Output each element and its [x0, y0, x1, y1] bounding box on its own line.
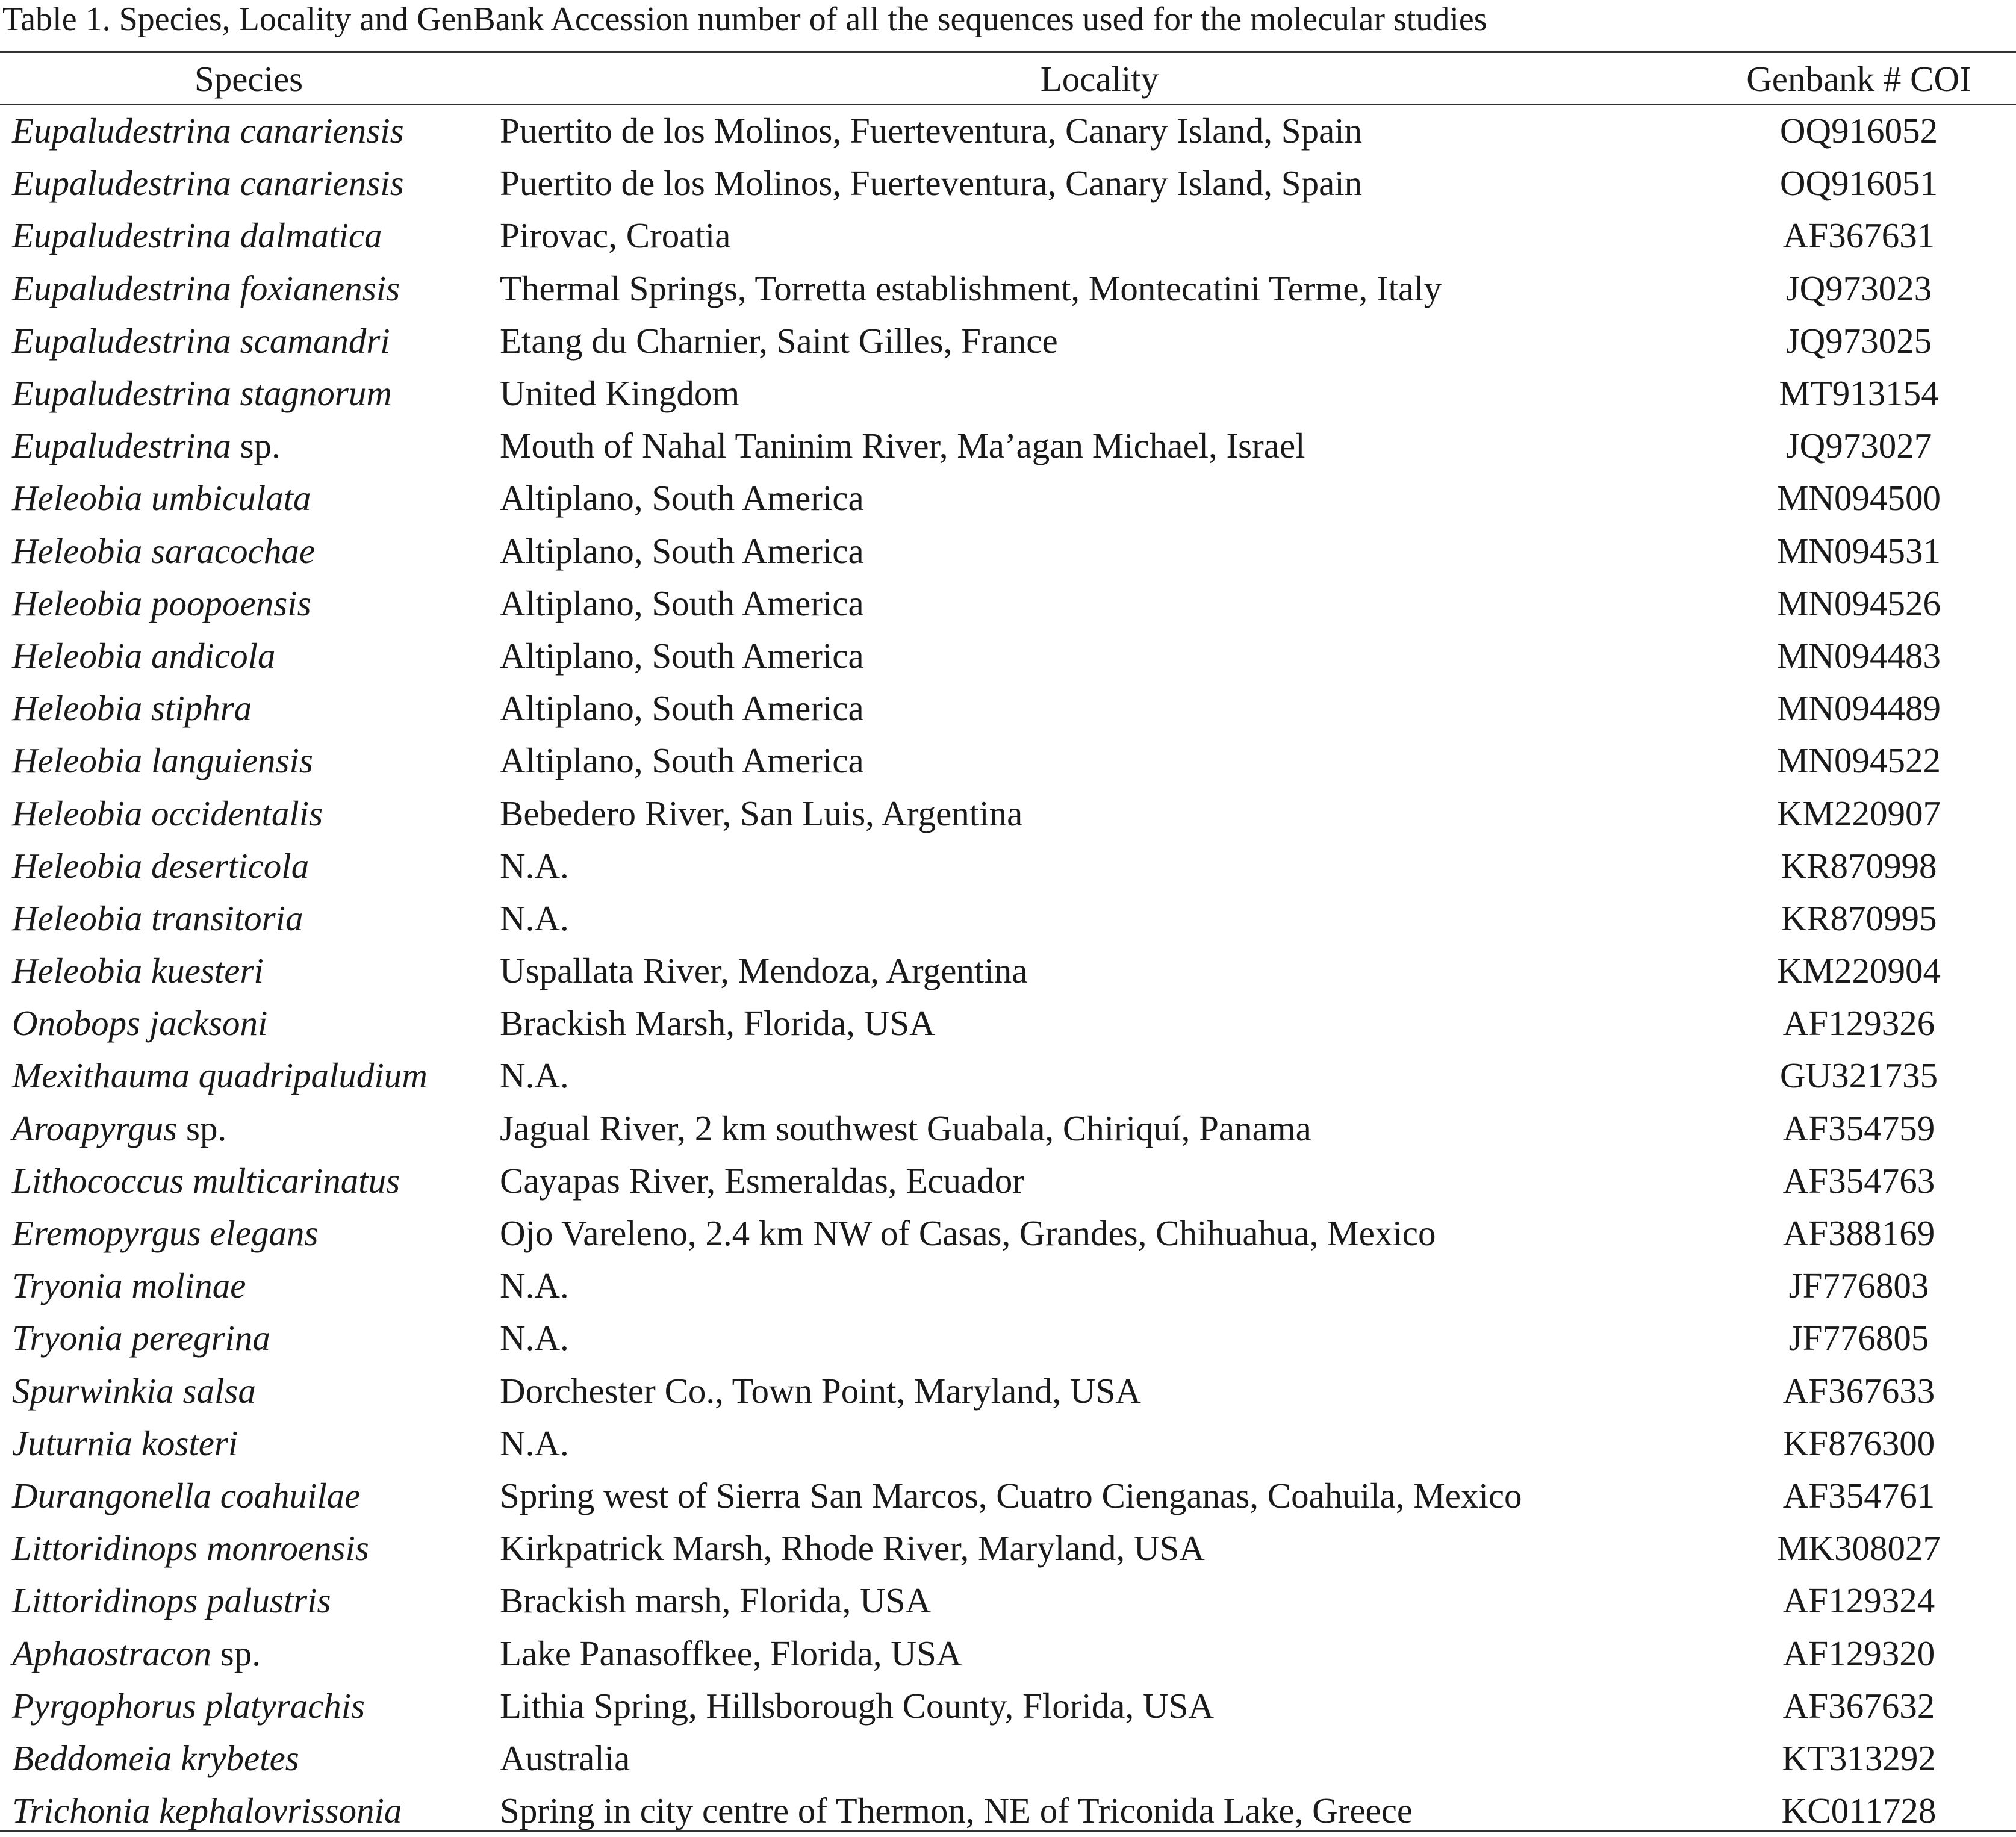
- locality-cell: Etang du Charnier, Saint Gilles, France: [500, 320, 1058, 361]
- species-genus: Heleobia: [12, 845, 143, 886]
- locality-cell: Uspallata River, Mendoza, Argentina: [500, 951, 1028, 991]
- table-body: [0, 105, 2016, 1837]
- locality-cell: Altiplano, South America: [500, 478, 864, 518]
- species-epithet: stiphra: [151, 688, 252, 729]
- species-epithet: andicola: [151, 635, 276, 676]
- locality-cell: Altiplano, South America: [500, 688, 864, 729]
- species-cell: [0, 787, 497, 839]
- genbank-cell: AF367633: [1782, 1370, 1935, 1411]
- species-genus: Heleobia: [12, 583, 143, 623]
- table-row: [0, 210, 2016, 262]
- species-epithet: scamandri: [240, 320, 390, 361]
- table-row: [0, 1155, 2016, 1207]
- locality-cell: Altiplano, South America: [500, 530, 864, 571]
- genbank-cell: MN094522: [1776, 741, 1941, 781]
- species-epithet: stagnorum: [240, 373, 392, 414]
- species-cell: [0, 1312, 497, 1364]
- genbank-cell: KM220904: [1776, 951, 1941, 991]
- table-row: [0, 945, 2016, 997]
- genbank-cell: JQ973027: [1785, 426, 1932, 466]
- species-epithet: kosteri: [141, 1423, 238, 1463]
- genbank-cell: AF129326: [1782, 1003, 1935, 1043]
- table-row: [0, 1312, 2016, 1364]
- table-row: [0, 315, 2016, 367]
- locality-cell: N.A.: [500, 1055, 569, 1096]
- species-cell: [0, 1732, 497, 1785]
- locality-cell: Brackish marsh, Florida, USA: [500, 1581, 932, 1621]
- species-cell: [0, 315, 497, 367]
- species-genus: Lithococcus: [12, 1160, 184, 1201]
- species-cell: [0, 263, 497, 315]
- genbank-cell: MN094483: [1776, 635, 1941, 676]
- species-cell: [0, 682, 497, 735]
- species-cell: [0, 472, 497, 524]
- species-genus: Eremopyrgus: [12, 1213, 201, 1254]
- genbank-cell: AF354763: [1782, 1160, 1935, 1201]
- table-row: [0, 263, 2016, 315]
- species-genus: Eupaludestrina: [12, 373, 231, 414]
- genbank-cell: AF367632: [1782, 1685, 1935, 1726]
- genbank-cell: AF354761: [1782, 1475, 1935, 1515]
- column-header-species: Species: [194, 58, 303, 99]
- locality-cell: Thermal Springs, Torretta establishment, Montecatini Terme, Italy: [500, 268, 1442, 308]
- species-epithet: kuesteri: [151, 951, 264, 991]
- species-genus: Heleobia: [12, 951, 143, 991]
- species-cell: [0, 630, 497, 682]
- species-epithet: quadripaludium: [198, 1055, 428, 1096]
- species-cell: [0, 367, 497, 420]
- species-cell: [0, 945, 497, 997]
- locality-cell: Spring in city centre of Thermon, NE of Triconida Lake, Greece: [500, 1791, 1413, 1831]
- species-epithet: kephalovrissonia: [159, 1791, 402, 1831]
- locality-cell: N.A.: [500, 845, 569, 886]
- locality-cell: N.A.: [500, 1423, 569, 1463]
- species-genus: Eupaludestrina: [12, 426, 231, 466]
- table-row: [0, 420, 2016, 472]
- species-cell: [0, 420, 497, 472]
- species-cell: [0, 1470, 497, 1522]
- table-row: [0, 997, 2016, 1049]
- species-cell: [0, 892, 497, 945]
- species-genus: Heleobia: [12, 530, 143, 571]
- locality-cell: Mouth of Nahal Taninim River, Ma’agan Michael, Israel: [500, 426, 1305, 466]
- species-cell: [0, 1049, 497, 1102]
- species-epithet: salsa: [182, 1370, 256, 1411]
- species-cell: [0, 1365, 497, 1417]
- species-cell: [0, 577, 497, 630]
- table-row: [0, 1365, 2016, 1417]
- table-row: [0, 1470, 2016, 1522]
- locality-cell: N.A.: [500, 898, 569, 938]
- table-row: [0, 1574, 2016, 1627]
- locality-cell: Altiplano, South America: [500, 635, 864, 676]
- table-row: [0, 840, 2016, 892]
- species-cell: [0, 1417, 497, 1470]
- table-row: [0, 630, 2016, 682]
- locality-cell: Cayapas River, Esmeraldas, Ecuador: [500, 1160, 1024, 1201]
- genbank-cell: KF876300: [1782, 1423, 1935, 1463]
- genbank-cell: MN094526: [1776, 583, 1941, 623]
- species-cell: [0, 210, 497, 262]
- genbank-cell: AF129324: [1782, 1581, 1935, 1621]
- species-epithet: palustris: [206, 1581, 331, 1621]
- locality-cell: Dorchester Co., Town Point, Maryland, USA: [500, 1370, 1141, 1411]
- locality-cell: Pirovac, Croatia: [500, 216, 731, 256]
- genbank-cell: AF129320: [1782, 1633, 1935, 1673]
- species-cell: [0, 1155, 497, 1207]
- locality-cell: Ojo Vareleno, 2.4 km NW of Casas, Grandes, Chihuahua, Mexico: [500, 1213, 1436, 1254]
- table-row: [0, 1785, 2016, 1837]
- species-epithet: monroensis: [206, 1528, 369, 1568]
- species-cell: [0, 1260, 497, 1312]
- table-row: [0, 525, 2016, 577]
- genbank-cell: MT913154: [1779, 373, 1939, 414]
- species-epithet: poopoensis: [151, 583, 311, 623]
- genbank-cell: MK308027: [1776, 1528, 1941, 1568]
- locality-cell: Australia: [500, 1738, 630, 1778]
- table-row: [0, 1207, 2016, 1260]
- table-row: [0, 682, 2016, 735]
- species-genus: Eupaludestrina: [12, 216, 231, 256]
- species-epithet: platyrachis: [205, 1685, 366, 1726]
- table-caption: Table 1. Species, Locality and GenBank Accession number of all the sequences used for the molecular studies: [2, 1, 1487, 38]
- column-header-genbank: Genbank # COI: [1746, 58, 1971, 99]
- species-suffix: sp.: [240, 426, 281, 466]
- table-row: [0, 1627, 2016, 1679]
- species-cell: [0, 1627, 497, 1679]
- locality-cell: Lake Panasoffkee, Florida, USA: [500, 1633, 962, 1673]
- species-cell: [0, 1785, 497, 1837]
- table-row: [0, 472, 2016, 524]
- species-epithet: dalmatica: [240, 216, 382, 256]
- species-genus: Heleobia: [12, 478, 143, 518]
- species-genus: Aphaostracon: [12, 1633, 212, 1673]
- locality-cell: Altiplano, South America: [500, 741, 864, 781]
- species-table: [0, 53, 2016, 1837]
- species-cell: [0, 525, 497, 577]
- locality-cell: N.A.: [500, 1266, 569, 1306]
- genbank-cell: MN094531: [1776, 530, 1941, 571]
- locality-cell: Altiplano, South America: [500, 583, 864, 623]
- locality-cell: United Kingdom: [500, 373, 740, 414]
- locality-cell: Spring west of Sierra San Marcos, Cuatro Cienganas, Coahuila, Mexico: [500, 1475, 1522, 1515]
- genbank-cell: OQ916051: [1779, 163, 1938, 204]
- table-row: [0, 1049, 2016, 1102]
- header-row: [0, 53, 2016, 105]
- species-genus: Juturnia: [12, 1423, 132, 1463]
- genbank-cell: GU321735: [1779, 1055, 1938, 1096]
- species-genus: Heleobia: [12, 688, 143, 729]
- genbank-cell: KM220907: [1776, 793, 1941, 833]
- species-cell: [0, 1102, 497, 1155]
- genbank-cell: JF776803: [1788, 1266, 1929, 1306]
- locality-cell: Lithia Spring, Hillsborough County, Florida, USA: [500, 1685, 1215, 1726]
- locality-cell: Puertito de los Molinos, Fuerteventura, Canary Island, Spain: [500, 111, 1363, 151]
- species-genus: Spurwinkia: [12, 1370, 174, 1411]
- species-cell: [0, 997, 497, 1049]
- genbank-cell: MN094489: [1776, 688, 1941, 729]
- species-suffix: sp.: [185, 1108, 227, 1148]
- table-row: [0, 1102, 2016, 1155]
- species-genus: Mexithauma: [12, 1055, 190, 1096]
- genbank-cell: JQ973025: [1785, 320, 1932, 361]
- locality-cell: N.A.: [500, 1318, 569, 1358]
- table-row: [0, 1732, 2016, 1785]
- species-epithet: coahuilae: [220, 1475, 361, 1515]
- species-cell: [0, 840, 497, 892]
- species-cell: [0, 157, 497, 210]
- locality-cell: Bebedero River, San Luis, Argentina: [500, 793, 1023, 833]
- species-genus: Heleobia: [12, 741, 143, 781]
- species-genus: Tryonia: [12, 1266, 123, 1306]
- species-genus: Trichonia: [12, 1791, 151, 1831]
- column-header-locality: Locality: [1040, 58, 1159, 99]
- table-row: [0, 735, 2016, 787]
- species-genus: Littoridinops: [12, 1581, 198, 1621]
- species-epithet: canariensis: [240, 111, 404, 151]
- species-genus: Eupaludestrina: [12, 163, 231, 204]
- table-row: [0, 1417, 2016, 1470]
- species-genus: Heleobia: [12, 898, 143, 938]
- species-genus: Eupaludestrina: [12, 111, 231, 151]
- locality-cell: Puertito de los Molinos, Fuerteventura, Canary Island, Spain: [500, 163, 1363, 204]
- species-genus: Tryonia: [12, 1318, 123, 1358]
- species-cell: [0, 1574, 497, 1627]
- genbank-cell: KR870998: [1781, 845, 1937, 886]
- genbank-cell: MN094500: [1776, 478, 1941, 518]
- species-epithet: elegans: [210, 1213, 319, 1254]
- species-epithet: canariensis: [240, 163, 404, 204]
- genbank-cell: AF354759: [1782, 1108, 1935, 1148]
- table-row: [0, 1260, 2016, 1312]
- species-epithet: umbiculata: [151, 478, 311, 518]
- locality-cell: Kirkpatrick Marsh, Rhode River, Maryland, USA: [500, 1528, 1205, 1568]
- genbank-cell: KT313292: [1782, 1738, 1936, 1778]
- genbank-cell: KC011728: [1781, 1791, 1937, 1831]
- table-row: [0, 892, 2016, 945]
- genbank-cell: AF388169: [1782, 1213, 1935, 1254]
- species-genus: Eupaludestrina: [12, 320, 231, 361]
- species-epithet: languiensis: [151, 741, 313, 781]
- table-row: [0, 1522, 2016, 1574]
- species-epithet: saracochae: [151, 530, 316, 571]
- genbank-cell: JF776805: [1788, 1318, 1929, 1358]
- species-genus: Heleobia: [12, 635, 143, 676]
- genbank-cell: OQ916052: [1779, 111, 1938, 151]
- table-row: [0, 157, 2016, 210]
- table-row: [0, 105, 2016, 157]
- species-cell: [0, 1207, 497, 1260]
- species-cell: [0, 1522, 497, 1574]
- species-genus: Eupaludestrina: [12, 268, 231, 308]
- species-epithet: occidentalis: [151, 793, 323, 833]
- locality-cell: Brackish Marsh, Florida, USA: [500, 1003, 935, 1043]
- species-epithet: krybetes: [181, 1738, 299, 1778]
- table-row: [0, 577, 2016, 630]
- species-cell: [0, 1680, 497, 1732]
- species-genus: Beddomeia: [12, 1738, 172, 1778]
- species-epithet: deserticola: [151, 845, 310, 886]
- species-genus: Pyrgophorus: [12, 1685, 196, 1726]
- species-epithet: multicarinatus: [192, 1160, 400, 1201]
- species-epithet: peregrina: [131, 1318, 270, 1358]
- species-genus: Heleobia: [12, 793, 143, 833]
- species-genus: Littoridinops: [12, 1528, 198, 1568]
- species-epithet: foxianensis: [240, 268, 400, 308]
- species-epithet: molinae: [131, 1266, 246, 1306]
- species-cell: [0, 735, 497, 787]
- species-epithet: transitoria: [151, 898, 303, 938]
- table-row: [0, 367, 2016, 420]
- species-suffix: sp.: [220, 1633, 261, 1673]
- species-cell: [0, 105, 497, 157]
- locality-cell: Jagual River, 2 km southwest Guabala, Chiriquí, Panama: [500, 1108, 1311, 1148]
- species-epithet: jacksoni: [149, 1003, 268, 1043]
- species-genus: Aroapyrgus: [12, 1108, 178, 1148]
- genbank-cell: KR870995: [1781, 898, 1937, 938]
- species-genus: Durangonella: [12, 1475, 212, 1515]
- genbank-cell: AF367631: [1782, 216, 1935, 256]
- species-genus: Onobops: [12, 1003, 141, 1043]
- genbank-cell: JQ973023: [1785, 268, 1932, 308]
- table-row: [0, 787, 2016, 839]
- table-row: [0, 1680, 2016, 1732]
